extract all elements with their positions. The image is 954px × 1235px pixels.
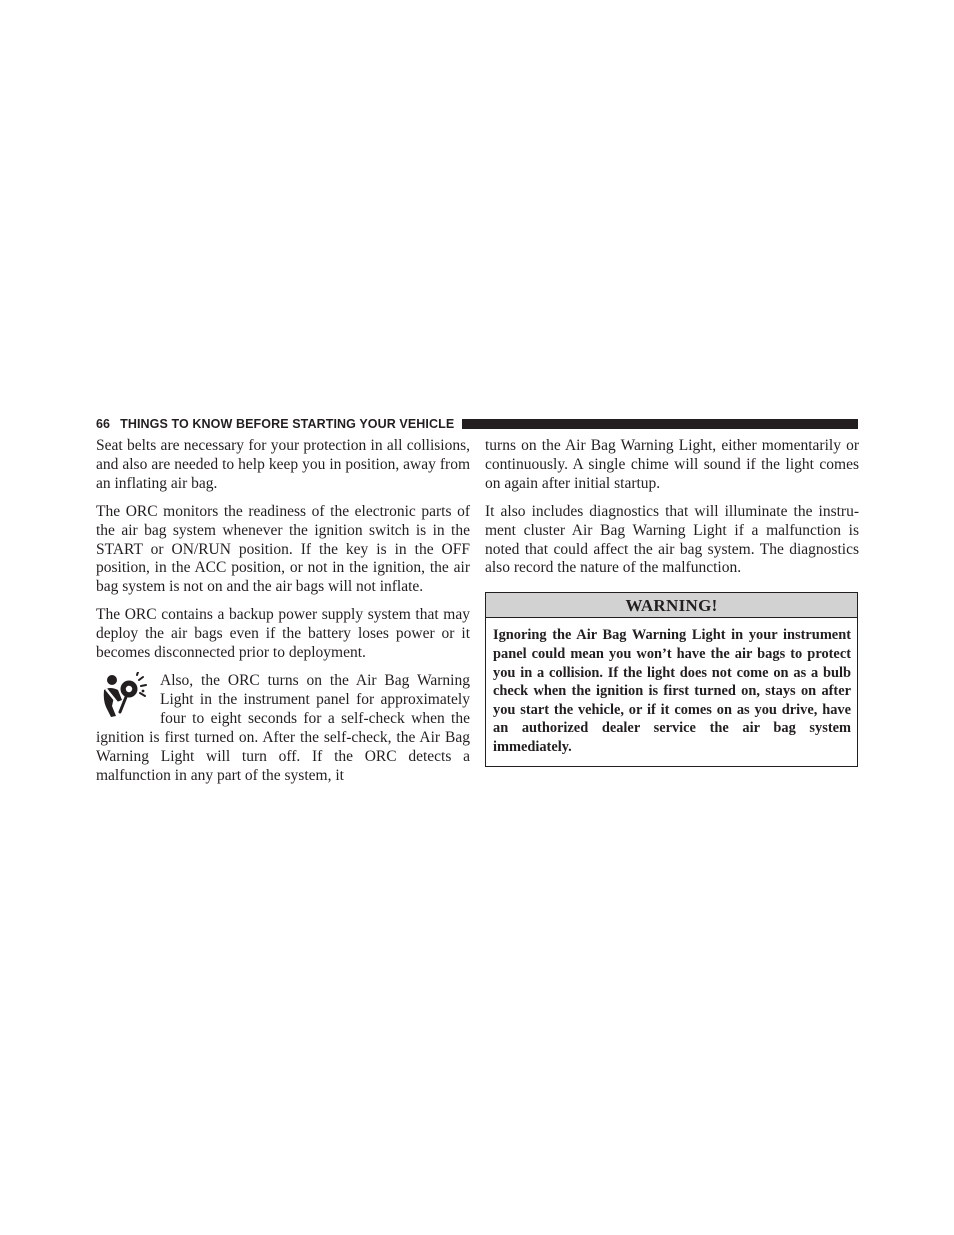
paragraph-orc-monitors: The ORC monitors the readiness of the electronic parts of the air bag system whenever the ignition switch is in the START or ON/RUN position. If the key is in the OFF position, in the ACC position, or not in the ignition, the air bag system is not on and the air bags will not inflate. — [96, 502, 470, 596]
warning-box — [485, 592, 858, 766]
section-title: THINGS TO KNOW BEFORE STARTING YOUR VEHICLE — [120, 417, 455, 431]
paragraph-diagnostics: It also includes diagnostics that will illuminate the instrument cluster Air Bag Warning Light if a malfunction is noted that could affect the air bag system. The diagnostics also record the nature of the malfunction. — [485, 502, 859, 577]
paragraph-seat-belts: Seat belts are necessary for your protection in all collisions, and also are needed to help keep you in position, away from an inflating air bag. — [96, 437, 470, 492]
header-rule — [462, 419, 858, 429]
left-column — [96, 437, 470, 794]
warning-title: WARNING! — [486, 593, 857, 618]
paragraph-backup-power: The ORC contains a backup power supply system that may deploy the air bags even if the battery loses power or it becomes disconnected prior to deployment. — [96, 606, 470, 662]
paragraph-warning-light-text: Also, the ORC turns on the Air Bag Warning Light in the instrument panel for approximately four to eight seconds for a self-check when the ignition is first turned on. After the self-check, the Air Bag Warning Light will turn off. If the ORC detects a malfunction in any part of the system, it — [96, 671, 470, 784]
right-column — [485, 437, 859, 767]
paragraph-warning-light — [96, 672, 470, 785]
warning-text: Ignoring the Air Bag Warning Light in your instrument panel could mean you won’t have the air bags to protect you in a collision. If the light does not come on as a bulb check when the ignition is first turned on, stays on after you start the vehicle, or if it comes on as you drive, have an authorized dealer service the air bag system immediately. — [493, 627, 851, 755]
paragraph-chime: turns on the Air Bag Warning Light, either momentarily or continuously. A single chime will sound if the light comes on again after initial startup. — [485, 437, 859, 492]
page-number: 66 — [96, 417, 111, 431]
page-header — [96, 415, 858, 433]
airbag-warning-light-icon — [96, 672, 148, 718]
